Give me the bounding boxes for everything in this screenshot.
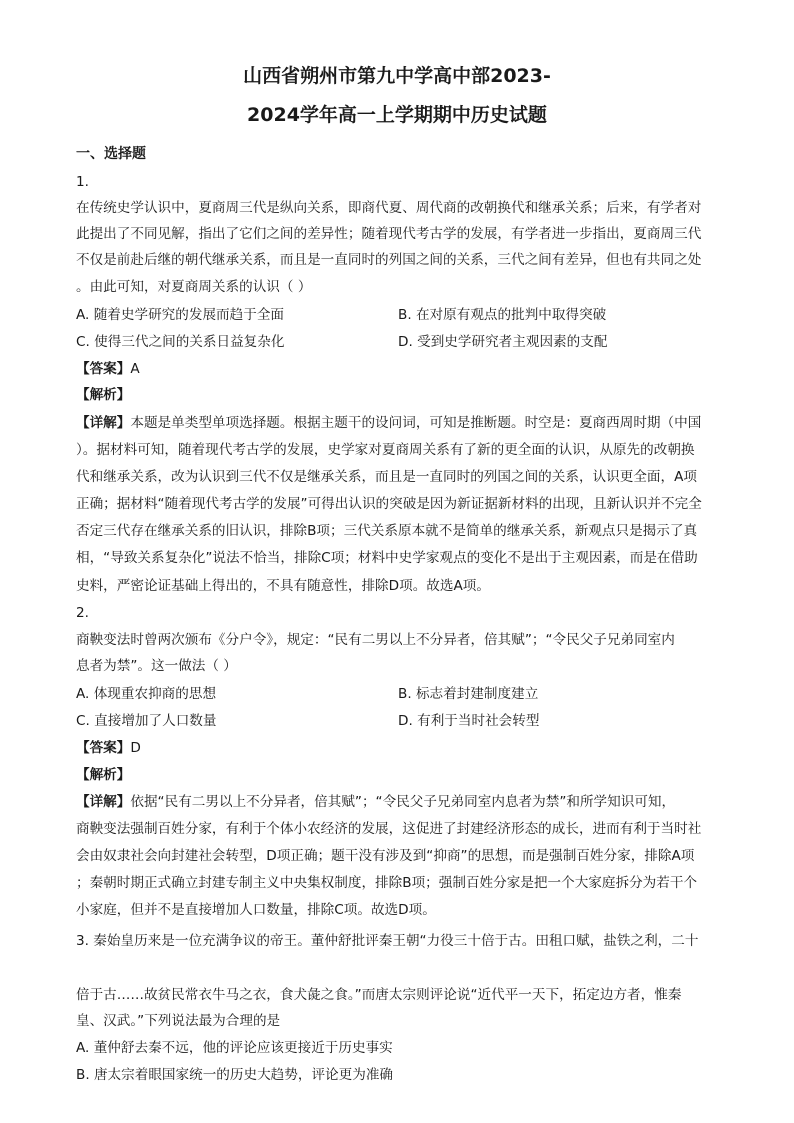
question-1-detail-line: 否定三代存在继承关系的旧认识，排除B项；三代关系原本就不是简单的继承关系，新观点只是揭示了真 bbox=[76, 523, 698, 539]
question-1-stem-line: 。由此可知，对夏商周关系的认识（ ） bbox=[76, 279, 312, 295]
question-3-option-b: B. 唐太宗着眼国家统一的历史大趋势，评论更为准确 bbox=[76, 1067, 394, 1083]
question-1-option-d: D. 受到史学研究者主观因素的支配 bbox=[398, 334, 608, 350]
question-2-stem-line: 息者为禁”。这一做法（ ） bbox=[76, 658, 237, 674]
detail-label: 【详解】 bbox=[76, 794, 131, 810]
question-3-stem-line: 皇、汉武。”下列说法最为合理的是 bbox=[76, 1013, 281, 1029]
question-1-number: 1. bbox=[76, 174, 89, 190]
question-1-detail-line: 相，“导致关系复杂化”说法不恰当，排除C项；材料中史学家观点的变化不是出于主观因素，而是在借助 bbox=[76, 550, 698, 566]
question-2-stem-line: 商鞅变法时曾两次颁布《分户令》，规定：“民有二男以上不分异者，倍其赋”；“令民父子兄弟同室内 bbox=[76, 632, 675, 648]
document-title-line-1: 山西省朔州市第九中学高中部2023- bbox=[243, 65, 551, 87]
question-1-detail-line: 正确；据材料“随着现代考古学的发展”可得出认识的突破是因为新证据新材料的出现，且新认识并不完全 bbox=[76, 496, 702, 512]
question-1-option-b: B. 在对原有观点的批判中取得突破 bbox=[398, 307, 607, 323]
question-2-number: 2. bbox=[76, 605, 89, 621]
question-2-detail-line bbox=[76, 792, 722, 812]
question-1-stem-line: 不仅是前赴后继的朝代继承关系，而且是一直同时的列国之间的关系，三代之间有差异，但也有共同之处 bbox=[76, 252, 702, 268]
document-title-line-2: 2024学年高一上学期期中历史试题 bbox=[247, 104, 547, 126]
question-2-option-b: B. 标志着封建制度建立 bbox=[398, 686, 539, 702]
detail-text: 本题是单类型单项选择题。根据主题干的设问词，可知是推断题。时空是：夏商西周时期（中国 bbox=[130, 415, 702, 431]
question-1-option-a: A. 随着史学研究的发展而趋于全面 bbox=[76, 307, 285, 323]
question-2-answer bbox=[76, 738, 722, 758]
question-2-option-c: C. 直接增加了人口数量 bbox=[76, 713, 217, 729]
question-2-detail-line: 会由奴隶社会向封建社会转型，D项正确；题干没有涉及到“抑商”的思想，而是强制百姓分家，排除A项 bbox=[76, 848, 695, 864]
answer-value: A bbox=[130, 361, 140, 377]
analysis-label: 【解析】 bbox=[76, 387, 131, 403]
question-1-analysis-label bbox=[76, 385, 722, 405]
question-2-option-a: A. 体现重农抑商的思想 bbox=[76, 686, 217, 702]
question-1-option-c: C. 使得三代之间的关系日益复杂化 bbox=[76, 334, 285, 350]
question-2-option-d: D. 有利于当时社会转型 bbox=[398, 713, 540, 729]
question-1-answer bbox=[76, 359, 722, 379]
question-3-stem-line: 3. 秦始皇历来是一位充满争议的帝王。董仲舒批评秦王朝“力役三十倍于古。田租口赋，盐铁之利，二十 bbox=[76, 933, 699, 949]
question-3-stem-line: 倍于古……故贫民常衣牛马之衣，食犬彘之食。”而唐太宗则评论说“近代平一天下，拓定边方者，惟秦 bbox=[76, 987, 682, 1003]
question-3-option-a: A. 董仲舒去秦不远，他的评论应该更接近于历史事实 bbox=[76, 1040, 393, 1056]
question-1-stem-line: 此提出了不同见解，指出了它们之间的差异性；随着现代考古学的发展，有学者进一步指出，夏商周三代 bbox=[76, 226, 702, 242]
question-2-detail-line: 小家庭，但并不是直接增加人口数量，排除C项。故选D项。 bbox=[76, 902, 436, 918]
question-1-detail-line: 史料，严密论证基础上得出的，不具有随意性，排除D项。故选A项。 bbox=[76, 578, 490, 594]
section-heading: 一、选择题 bbox=[76, 146, 146, 162]
question-1-stem-line: 在传统史学认识中，夏商周三代是纵向关系，即商代夏、周代商的改朝换代和继承关系；后来，有学者对 bbox=[76, 200, 702, 216]
question-2-detail-line: ；秦朝时期正式确立封建专制主义中央集权制度，排除B项；强制百姓分家是把一个大家庭拆分为若干个 bbox=[76, 875, 698, 891]
answer-label: 【答案】 bbox=[76, 361, 131, 377]
question-1-detail-line: ）。据材料可知，随着现代考古学的发展，史学家对夏商周关系有了新的更全面的认识，从原先的改朝换 bbox=[76, 442, 695, 458]
question-1-detail-line bbox=[76, 413, 722, 433]
question-1-detail-line: 代和继承关系，改为认识到三代不仅是继承关系，而且是一直同时的列国之间的关系，认识更全面，A项 bbox=[76, 469, 698, 485]
analysis-label: 【解析】 bbox=[76, 767, 131, 783]
detail-text: 依据“民有二男以上不分异者，倍其赋”；“令民父子兄弟同室内息者为禁”和所学知识可知， bbox=[130, 794, 676, 810]
detail-label: 【详解】 bbox=[76, 415, 131, 431]
question-2-detail-line: 商鞅变法强制百姓分家，有利于个体小农经济的发展，这促进了封建经济形态的成长，进而有利于当时社 bbox=[76, 821, 702, 837]
answer-label: 【答案】 bbox=[76, 740, 131, 756]
answer-value: D bbox=[130, 740, 141, 756]
question-2-analysis-label bbox=[76, 765, 722, 785]
